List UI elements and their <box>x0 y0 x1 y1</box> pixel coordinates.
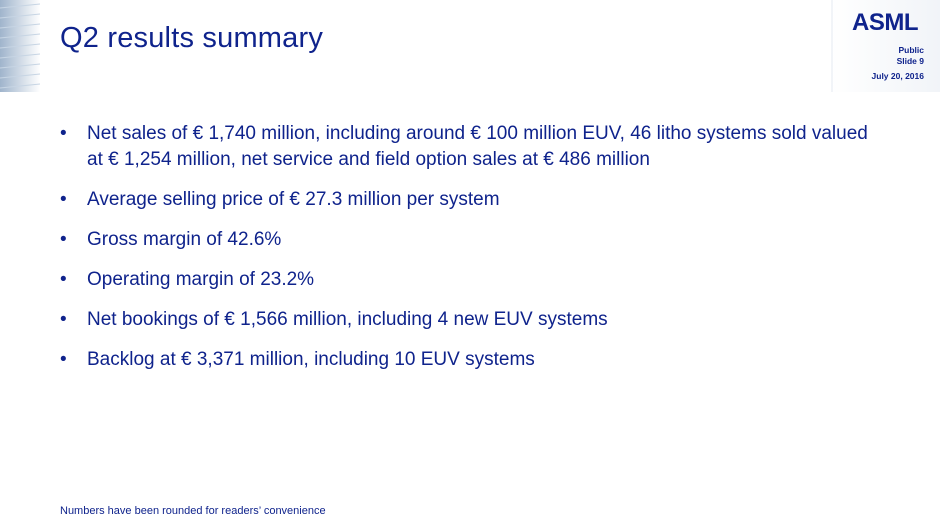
bullet-dot: • <box>60 189 67 210</box>
slide-title: Q2 results summary <box>60 22 324 54</box>
bullet-item <box>60 267 880 293</box>
bullet-text: Backlog at € 3,371 million, including 10 EUV systems <box>87 349 535 370</box>
bullet-list <box>60 121 880 387</box>
bullet-item <box>60 121 880 173</box>
bullet-dot: • <box>60 309 67 330</box>
bullet-text: Gross margin of 42.6% <box>87 229 282 250</box>
slide-date: July 20, 2016 <box>871 71 924 81</box>
bullet-item <box>60 187 880 213</box>
bullet-text: Net bookings of € 1,566 million, including 4 new EUV systems <box>87 309 608 330</box>
bullet-item <box>60 307 880 333</box>
bullet-dot: • <box>60 229 67 250</box>
company-logo: ASML <box>852 9 918 36</box>
slide-number: Slide 9 <box>896 56 924 66</box>
bullet-item <box>60 347 880 373</box>
bullet-text: Operating margin of 23.2% <box>87 269 315 290</box>
bullet-dot: • <box>60 123 67 144</box>
bullet-dot: • <box>60 269 67 290</box>
bullet-item <box>60 227 880 253</box>
header-decoration-left <box>0 0 40 92</box>
bullet-dot: • <box>60 349 67 370</box>
bullet-text: Average selling price of € 27.3 million per system <box>87 189 500 210</box>
classification-label: Public <box>898 45 924 55</box>
bullet-text: Net sales of € 1,740 million, including around € 100 million EUV, 46 litho systems sold valued at € 1,254 million, net service and field option sales at € 486 million <box>87 123 868 170</box>
footnote: Numbers have been rounded for readers’ convenience <box>60 505 326 517</box>
